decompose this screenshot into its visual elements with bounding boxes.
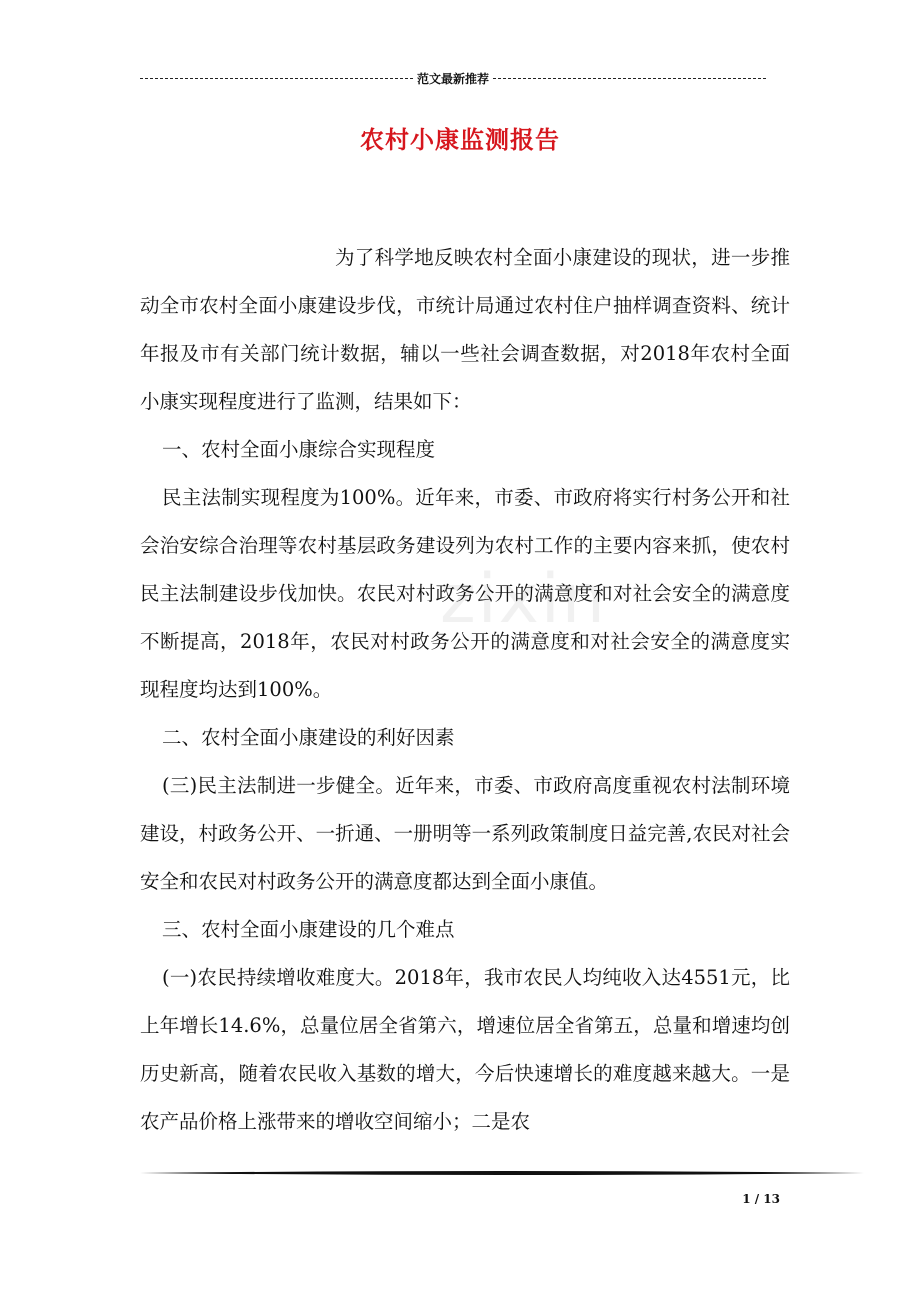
watermark: zixin: [440, 560, 607, 639]
page-header: [138, 66, 768, 90]
intro-paragraph: 为了科学地反映农村全面小康建设的现状，进一步推动全市农村全面小康建设步伐，市统计局通过农村住户抽样调查资料、统计年报及市有关部门统计数据，辅以一些社会调查数据，对2018年农村全面小康实现程度进行了监测，结果如下：: [140, 246, 790, 413]
document-title: 农村小康监测报告: [360, 125, 560, 154]
paragraph-democracy-rate: 民主法制实现程度为100%。近年来，市委、市政府将实行村务公开和社会治安综合治理等农村基层政务建设列为农村工作的主要内容来抓，使农村民主法制建设步伐加快。农民对村政务公开的满意度和对社会安全的满意度不断提高，2018年，农民对村政务公开的满意度和对社会安全的满意度实现程度均达到100%。: [140, 486, 790, 701]
footer-rule: [140, 1170, 864, 1176]
header-label: 范文最新推荐: [417, 71, 490, 86]
paragraph-legal-system: (三)民主法制进一步健全。近年来，市委、市政府高度重视农村法制环境建设，村政务公开、一折通、一册明等一系列政策制度日益完善,农民对社会安全和农民对村政务公开的满意度都达到全面小康值。: [140, 774, 790, 893]
paragraph-income-growth: (一)农民持续增收难度大。2018年，我市农民人均纯收入达4551元，比上年增长14.6%，总量位居全省第六，增速位居全省第五，总量和增速均创历史新高，随着农民收入基数的增大，今后快速增长的难度越来越大。一是农产品价格上涨带来的增收空间缩小；二是农: [140, 966, 790, 1133]
header-dash-right: [493, 78, 766, 79]
section-heading-2: 二、农村全面小康建设的利好因素: [162, 726, 455, 749]
section-heading-3: 三、农村全面小康建设的几个难点: [162, 918, 455, 941]
section-heading-1: 一、农村全面小康综合实现程度: [162, 438, 436, 461]
header-dash-left: [140, 78, 413, 79]
page-number: 1 / 13: [742, 1192, 780, 1206]
document-body: [140, 234, 790, 1146]
